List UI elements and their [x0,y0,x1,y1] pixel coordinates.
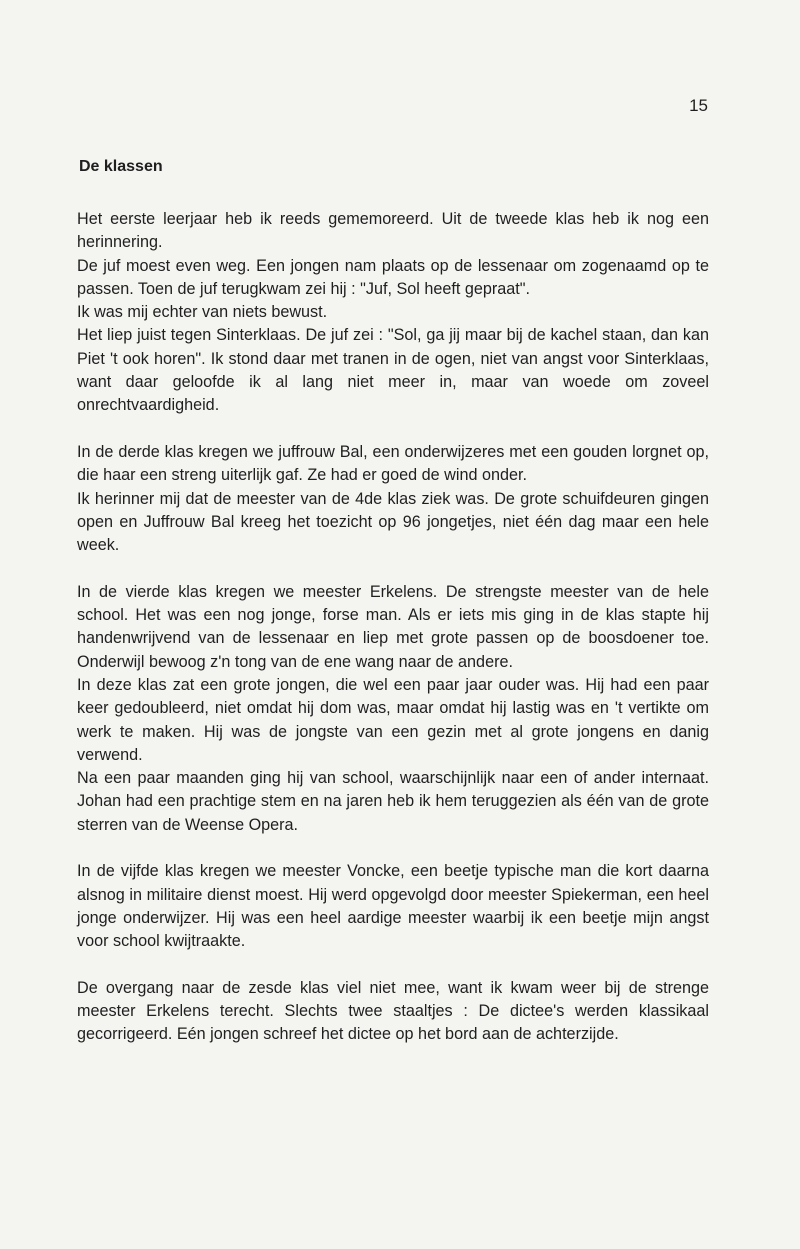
page-number: 15 [689,96,708,115]
paragraph [77,977,709,1047]
section-heading: De klassen [79,158,163,175]
text-line: In de vierde klas kregen we meester Erkelens. De strengste meester van de hele school. Het was een nog jonge, forse man. Als er iets mis ging in de klas stapte hij handenwrijvend van de lessenaar en liep met grote passen op de boosdoener toe. Onderwijl bewoog z'n tong van de ene wang naar de andere. [77,582,709,671]
text-line: In de vijfde klas kregen we meester Voncke, een beetje typische man die kort daarna alsnog in militaire dienst moest. Hij werd opgevolgd door meester Spiekerman, een heel jonge onderwijzer. Hij was een heel aardige meester waarbij ik een beetje mijn angst voor school kwijtraakte. [77,862,709,951]
text-line: De overgang naar de zesde klas viel niet mee, want ik kwam weer bij de strenge meester Erkelens terecht. Slechts twee staaltjes : De dictee's werden klassikaal gecorrigeerd. Eén jongen schreef het dictee op het bord aan de achterzijde. [77,978,709,1044]
text-line: In de derde klas kregen we juffrouw Bal, een onderwijzeres met een gouden lorgnet op, die haar een streng uiterlijk gaf. Ze had er goed de wind onder. [77,442,709,485]
paragraph [77,581,709,837]
paragraph [77,208,709,418]
text-line: Het liep juist tegen Sinterklaas. De juf zei : "Sol, ga jij maar bij de kachel staan, dan kan Piet 't ook horen". Ik stond daar met tranen in de ogen, niet van angst voor Sinterklaas, want daar geloofde ik al lang niet meer in, maar van woede om zoveel onrechtvaardigheid. [77,326,709,415]
text-line: De juf moest even weg. Een jongen nam plaats op de lessenaar om zogenaamd op te passen. Toen de juf terugkwam zei hij : "Juf, Sol heeft gepraat". [77,256,709,298]
paragraph [77,860,709,953]
text-line: Ik herinner mij dat de meester van de 4de klas ziek was. De grote schuifdeuren gingen open en Juffrouw Bal kreeg het toezicht op 96 jongetjes, niet één dag maar een hele week. [77,489,709,555]
text-line: In deze klas zat een grote jongen, die wel een paar jaar ouder was. Hij had een paar keer gedoubleerd, niet omdat hij dom was, maar omdat hij lastig was en 't vertikte om werk te maken. Hij was de jongste van een gezin met al grote jongens en danig verwend. [77,675,709,764]
paragraph [77,441,709,557]
text-line: Ik was mij echter van niets bewust. [77,303,328,322]
text-line: Na een paar maanden ging hij van school, waarschijnlijk naar een of ander internaat. Johan had een prachtige stem en na jaren heb ik hem teruggezien als één van de grote sterren van de Weense Opera. [77,769,709,834]
text-line: Het eerste leerjaar heb ik reeds gememoreerd. Uit de tweede klas heb ik nog een herinnering. [77,210,709,252]
body-text [77,208,709,1070]
